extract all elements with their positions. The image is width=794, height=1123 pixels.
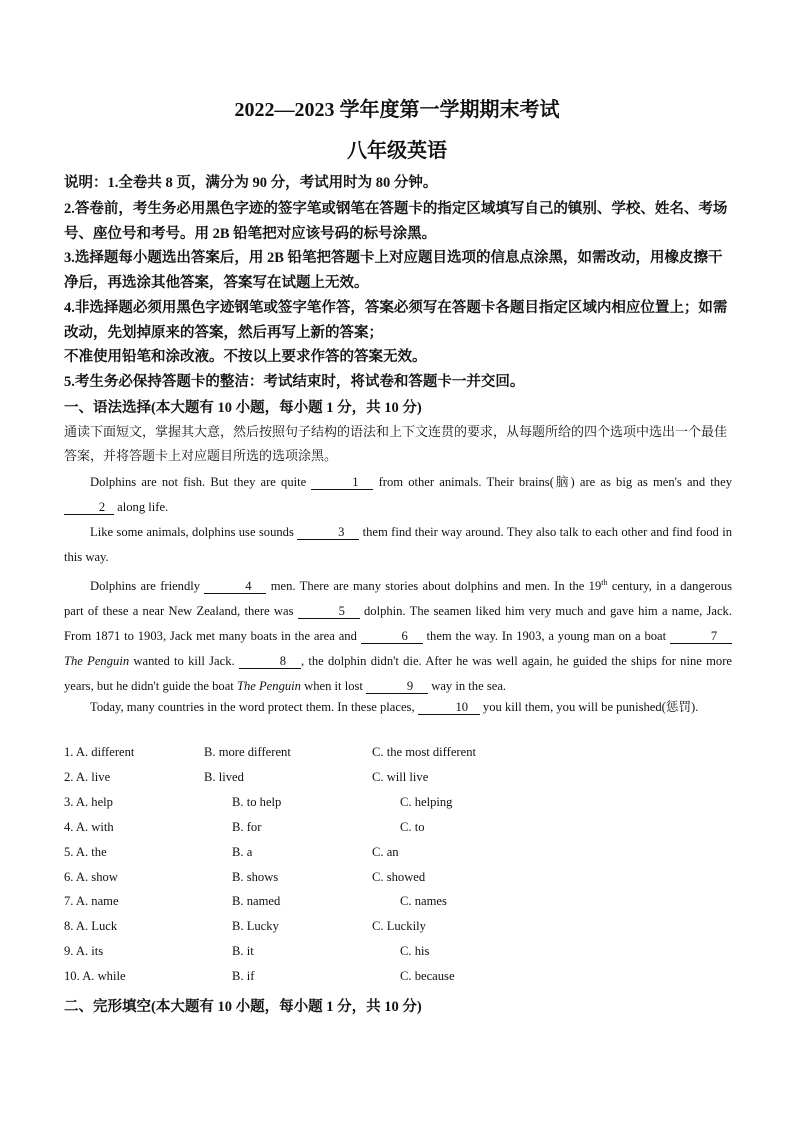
blank-8: 8 [239,654,301,669]
option-row [64,745,736,770]
option-c: C. to [400,819,425,834]
option-a: 4. A. with [64,819,114,834]
option-b: B. it [232,944,254,959]
option-row [64,845,736,870]
passage-text: Dolphins are not fish. But they are quite [90,475,307,489]
option-a: 5. A. the [64,844,107,859]
section2-heading: 二、完形填空(本大题有 10 小题，每小题 1 分，共 10 分) [64,999,422,1015]
blank-7: 7 [670,629,732,644]
boat-name: The Penguin [64,654,130,669]
option-b: B. a [232,844,253,859]
exam-subject: 八年级英语 [347,140,447,162]
option-a: 1. A. different [64,745,135,759]
blank-1: 1 [311,475,373,490]
blank-2: 2 [64,500,114,515]
option-b: B. if [232,969,255,984]
passage-text: when it lost [304,679,363,694]
instruction-1: 说明：1.全卷共 8 页，满分为 90 分，考试用时为 80 分钟。 [64,175,438,191]
option-b: B. to help [232,794,282,809]
exam-title: 2022—2023 学年度第一学期期末考试 [234,99,560,121]
passage-text: them the way. In 1903, a young man on a boat [426,629,667,644]
instruction-4b: 不准使用铅笔和涂改液。不按以上要求作答的答案无效。 [64,349,427,365]
option-b: B. more different [204,745,291,759]
boat-name: The Penguin [236,679,301,694]
option-c: C. the most different [372,745,476,759]
option-b: B. lived [204,769,244,784]
passage-text: from other animals. Their brains(脑) are as big as men's and they [378,475,732,489]
option-row [64,944,736,969]
passage-text: wanted to kill Jack. [133,654,235,669]
section1-heading: 一、语法选择(本大题有 10 小题，每小题 1 分，共 10 分) [64,400,422,416]
option-row [64,969,736,994]
passage-text: you kill them, you will be punished(惩罚). [482,700,699,714]
option-row [64,770,736,795]
passage-text: Today, many countries in the word protect them. In these places, [90,700,415,714]
blank-9: 9 [366,679,428,694]
instruction-2: 2.答卷前，考生务必用黑色字迹的签字笔或钢笔在答题卡的指定区域填写自己的镇别、学校、姓名、考场号、座位号和考号。用 2B 铅笔把对应该号码的标号涂黑。 [64,201,728,242]
option-a: 9. A. its [64,944,104,959]
option-b: B. shows [232,869,279,884]
passage-text: Dolphins are friendly [90,579,201,594]
option-a: 2. A. live [64,769,111,784]
option-b: B. for [232,819,262,834]
passage-text: men. There are many stories about dolphins and men. In the 19 [270,579,602,594]
option-c: C. helping [400,794,453,809]
option-row [64,894,736,919]
passage-text: Like some animals, dolphins use sounds [90,525,294,539]
superscript-th: th [601,578,608,587]
option-row [64,870,736,895]
option-c: C. because [400,969,455,984]
option-b: B. named [232,894,281,909]
passage-text: them find their way around. They also talk to each other and find food in this way. [64,525,732,564]
passage-text: dolphin. The seamen liked him very much and gave him a name, Jack. From 1871 to 1903, Jack met many boats in the area and [64,604,732,644]
passage-paragraph-1 [64,470,732,520]
blank-10: 10 [418,700,480,715]
passage-text: along life. [117,500,169,514]
passage-paragraph-2 [64,520,732,570]
blank-3: 3 [297,525,359,540]
instruction-5: 5.考生务必保持答题卡的整洁：考试结束时，将试卷和答题卡一并交回。 [64,374,525,390]
option-c: C. his [400,944,430,959]
section1-directions: 通读下面短文，掌握其大意，然后按照句子结构的语法和上下文连贯的要求，从每题所给的四个选项中选出一个最佳答案，并将答题卡上对应题目所选的选项涂黑。 [64,424,728,463]
option-row [64,820,736,845]
blank-5: 5 [298,604,360,619]
passage-text: way in the sea. [431,679,507,694]
option-row [64,795,736,820]
option-c: C. an [372,844,399,859]
option-c: C. names [400,894,447,909]
passage-paragraph-3 [64,570,732,699]
option-c: C. will live [372,769,429,784]
option-a: 3. A. help [64,794,113,809]
passage-text: , the dolphin didn't die. After he was well again, he guided the ships for nine more years, but he didn't guide the boat [64,654,732,694]
option-c: C. Luckily [372,919,426,934]
instruction-3: 3.选择题每小题选出答案后，用 2B 铅笔把答题卡上对应题目选项的信息点涂黑，如需改动，用橡皮擦干净后，再选涂其他答案，答案写在试题上无效。 [64,250,723,291]
option-row [64,919,736,944]
option-a: 8. A. Luck [64,919,118,934]
option-c: C. showed [372,869,426,884]
option-a: 6. A. show [64,869,118,884]
blank-6: 6 [361,629,423,644]
passage-text: century, in a dangerous part of these a near New Zealand, there was [64,579,733,619]
option-b: B. Lucky [232,919,279,934]
passage-paragraph-4 [64,695,732,720]
option-a: 7. A. name [64,894,119,909]
blank-4: 4 [204,579,266,594]
option-a: 10. A. while [64,969,126,984]
instruction-4: 4.非选择题必须用黑色字迹钢笔或签字笔作答，答案必须写在答题卡各题目指定区域内相应位置上；如需改动，先划掉原来的答案，然后再写上新的答案； [64,300,728,341]
